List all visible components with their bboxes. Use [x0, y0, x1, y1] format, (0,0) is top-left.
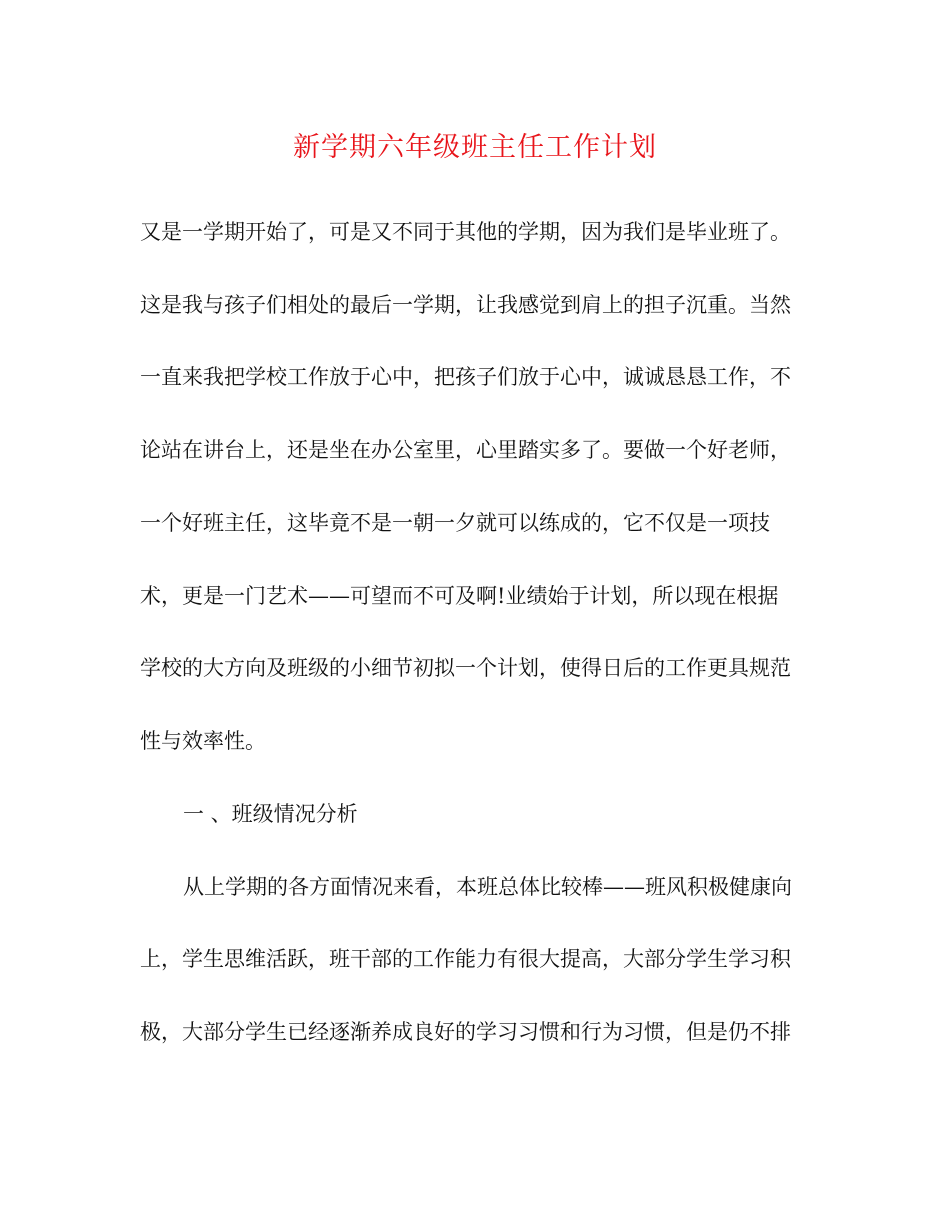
document-title: 新学期六年级班主任工作计划: [293, 132, 657, 163]
paragraph-line: 又是一学期开始了，可是又不同于其他的学期，因为我们是毕业班了。: [140, 220, 791, 244]
paragraph-line: 论站在讲台上，还是坐在办公室里，心里踏实多了。要做一个好老师，: [140, 438, 791, 462]
paragraph-line: 极，大部分学生已经逐渐养成良好的学习习惯和行为习惯，但是仍不排: [140, 1020, 791, 1044]
paragraph-line: 性与效率性。: [140, 729, 266, 753]
paragraph-line: 上，学生思维活跃，班干部的工作能力有很大提高，大部分学生学习积: [140, 947, 791, 971]
paragraph-line: 这是我与孩子们相处的最后一学期，让我感觉到肩上的担子沉重。当然: [140, 293, 791, 317]
section-heading: 一 、班级情况分析: [183, 802, 358, 826]
paragraph-line: 一个好班主任，这毕竟不是一朝一夕就可以练成的，它不仅是一项技: [140, 511, 770, 535]
paragraph-line: 从上学期的各方面情况来看，本班总体比较棒——班风积极健康向: [183, 875, 792, 899]
paragraph-line: 学校的大方向及班级的小细节初拟一个计划，使得日后的工作更具规范: [140, 656, 791, 680]
paragraph-line: 一直来我把学校工作放于心中，把孩子们放于心中，诚诚恳恳工作，不: [140, 365, 791, 389]
paragraph-line: 术，更是一门艺术——可望而不可及啊!业绩始于计划，所以现在根据: [140, 584, 779, 608]
